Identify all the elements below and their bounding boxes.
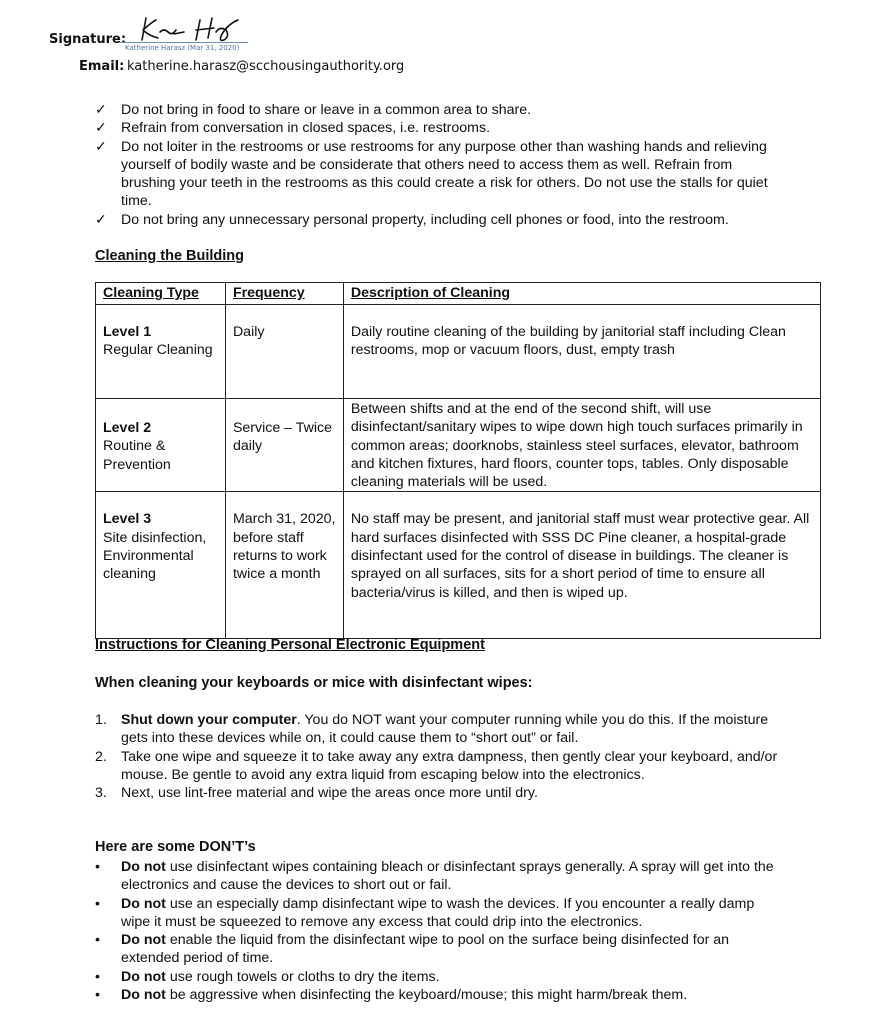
checkmark-icon: ✓ <box>95 102 107 118</box>
list-item <box>95 748 785 785</box>
column-header-description: Description of Cleaning <box>343 283 820 305</box>
type-label: Routine & Prevention <box>103 438 171 473</box>
rule-text: Do not bring any unnecessary personal property, including cell phones or food, into the restroom. <box>121 211 729 228</box>
column-header-frequency: Frequency <box>225 283 343 305</box>
dont-text: use an especially damp disinfectant wipe to wash the devices. If you encounter a really damp wipe it must be squeezed to remove any excess that could drip into the electronics. <box>121 895 755 930</box>
email-value: katherine.harasz@scchousingauthority.org <box>127 59 405 74</box>
dont-text: enable the liquid from the disinfectant wipe to pool on the surface being disinfected for an extended period of time. <box>121 932 730 967</box>
step-text: Next, use lint-free material and wipe the areas once more until dry. <box>121 785 538 802</box>
list-item <box>95 119 785 137</box>
donts-heading: Here are some DON’T’s <box>95 839 256 855</box>
type-label: Regular Cleaning <box>103 342 213 359</box>
dont-bold: Do not <box>121 968 166 985</box>
donts-list <box>95 858 785 1004</box>
bullet-icon: • <box>95 968 100 985</box>
list-item <box>95 895 785 932</box>
step-number: 2. <box>95 748 107 765</box>
restroom-rules-list <box>95 101 785 229</box>
checkmark-icon: ✓ <box>95 138 107 155</box>
table-row <box>96 399 821 492</box>
list-item <box>95 101 785 119</box>
email-label: Email: <box>79 59 125 74</box>
table-row <box>96 492 821 639</box>
dont-bold: Do not <box>121 932 166 949</box>
cleaning-steps-list <box>95 711 785 802</box>
frequency-cell: Daily <box>225 305 343 399</box>
type-label: Site disinfection, Environmental cleaning <box>103 529 207 583</box>
cleaning-type-cell <box>96 305 226 399</box>
level-label: Level 3 <box>103 511 152 528</box>
dont-text: be aggressive when disinfecting the keyboard/mouse; this might harm/break them. <box>165 987 688 1004</box>
cleaning-table <box>95 282 821 639</box>
step-bold: Shut down your computer <box>121 712 297 728</box>
description-cell: No staff may be present, and janitorial staff must wear protective gear. All hard surfaces disinfected with SSS DC Pine cleaner, a hospital-grade disinfectant used for the control of disease in buildings. The cleaner is sprayed on all surfaces, sits for a short period of time to ensure all bacteria/virus is killed, and then is wiped up. <box>343 492 820 639</box>
list-item <box>95 711 785 748</box>
handwritten-signature <box>138 14 248 44</box>
list-item <box>95 784 785 802</box>
bullet-icon: • <box>95 859 100 875</box>
step-number: 1. <box>95 712 107 728</box>
dont-bold: Do not <box>121 987 166 1004</box>
step-number: 3. <box>95 785 107 802</box>
step-text: Take one wipe and squeeze it to take away any extra dampness, then gently clear your keyboard, and/or mouse. Be gentle to avoid any extra liquid from escaping below into the electronics. <box>121 748 778 783</box>
description-cell: Between shifts and at the end of the second shift, will use disinfectant/sanitary wipes to wipe down high touch surfaces primarily in common areas; doorknobs, stainless steel surfaces, elevator, bathroom and kitchen fixtures, hard floors, counter tops, tables. Only disposable cleaning materials will be used. <box>343 399 820 492</box>
cleaning-type-cell <box>96 399 226 492</box>
bullet-icon: • <box>95 895 100 912</box>
table-header-row <box>96 283 821 305</box>
list-item <box>95 986 785 1004</box>
list-item <box>95 138 785 211</box>
dont-bold: Do not <box>121 859 166 875</box>
dont-bold: Do not <box>121 895 166 912</box>
level-label: Level 2 <box>103 420 152 436</box>
level-label: Level 1 <box>103 324 152 340</box>
rule-text: Refrain from conversation in closed spaces, i.e. restrooms. <box>121 120 491 137</box>
checkmark-icon: ✓ <box>95 120 107 137</box>
signature-line <box>120 42 248 43</box>
list-item <box>95 968 785 986</box>
wipes-subheading: When cleaning your keyboards or mice with disinfectant wipes: <box>95 675 533 691</box>
frequency-cell: March 31, 2020, before staff returns to work twice a month <box>225 492 343 639</box>
rule-text: Do not loiter in the restrooms or use restrooms for any purpose other than washing hands and relieving yourself of bodily waste and be considerate that others need to access them as well. Refrain from brushing your teeth in the restrooms as this could create a risk for others. Do not use the stalls for quiet time. <box>121 138 768 210</box>
cleaning-type-cell <box>96 492 226 639</box>
description-cell: Daily routine cleaning of the building by janitorial staff including Clean restrooms, mop or vacuum floors, dust, empty trash <box>343 305 820 399</box>
list-item <box>95 931 785 968</box>
electronics-heading: Instructions for Cleaning Personal Electronic Equipment <box>95 637 485 653</box>
cleaning-heading: Cleaning the Building <box>95 248 245 264</box>
frequency-cell: Service – Twice daily <box>225 399 343 492</box>
dont-text: use rough towels or cloths to dry the items. <box>165 968 440 985</box>
checkmark-icon: ✓ <box>95 211 107 228</box>
bullet-icon: • <box>95 932 100 949</box>
signature-caption: Katherine Harasz (Mar 31, 2020) <box>125 44 240 52</box>
list-item <box>95 858 785 895</box>
rule-text: Do not bring in food to share or leave in a common area to share. <box>121 102 532 118</box>
signature-label: Signature: <box>49 32 127 47</box>
dont-text: use disinfectant wipes containing bleach or disinfectant sprays generally. A spray will get into the electronics and cause the devices to short out or fail. <box>121 859 774 894</box>
step-text: . You do NOT want your computer running while you do this. If the moisture gets into these devices while on, it could cause them to “short out” or fail. <box>121 712 769 747</box>
bullet-icon: • <box>95 987 100 1004</box>
list-item <box>95 211 785 229</box>
table-row <box>96 305 821 399</box>
column-header-type: Cleaning Type <box>96 283 226 305</box>
